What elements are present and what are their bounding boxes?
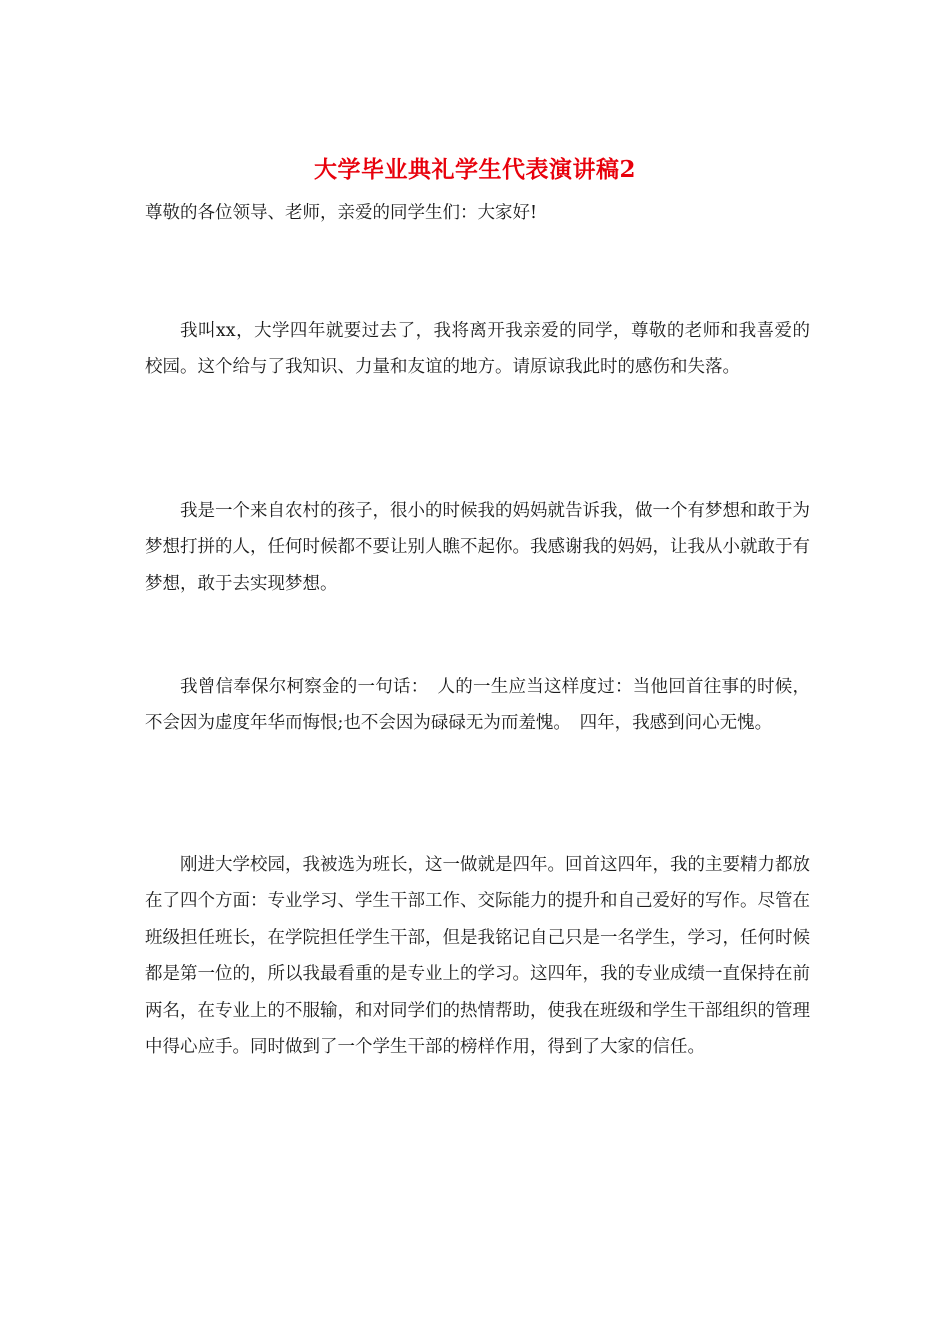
salutation: 尊敬的各位领导、老师，亲爱的同学生们：大家好! xyxy=(145,203,538,223)
paragraph: 我是一个来自农村的孩子，很小的时候我的妈妈就告诉我，做一个有梦想和敢于为梦想打拼的人，任何时候都不要让别人瞧不起你。我感谢我的妈妈，让我从小就敢于有梦想，敢于去实现梦想。 xyxy=(145,500,810,594)
paragraph: 我叫xx，大学四年就要过去了，我将离开我亲爱的同学，尊敬的老师和我喜爱的校园。这个给与了我知识、力量和友谊的地方。请原谅我此时的感伤和失落。 xyxy=(145,320,810,377)
document-title: 大学毕业典礼学生代表演讲稿2 xyxy=(313,156,636,183)
paragraph: 刚进大学校园，我被选为班长，这一做就是四年。回首这四年，我的主要精力都放在了四个方面：专业学习、学生干部工作、交际能力的提升和自己爱好的写作。尽管在班级担任班长，在学院担任学生干部，但是我铭记自己只是一名学生，学习，任何时候都是第一位的，所以我最看重的是专业上的学习。这四年，我的专业成绩一直保持在前两名，在专业上的不服输，和对同学们的热情帮助，使我在班级和学生干部组织的管理中得心应手。同时做到了一个学生干部的榜样作用，得到了大家的信任。 xyxy=(145,854,810,1057)
paragraph: 我曾信奉保尔柯察金的一句话： 人的一生应当这样度过：当他回首往事的时候，不会因为虚度年华而悔恨;也不会因为碌碌无为而羞愧。 四年，我感到问心无愧。 xyxy=(145,676,810,733)
